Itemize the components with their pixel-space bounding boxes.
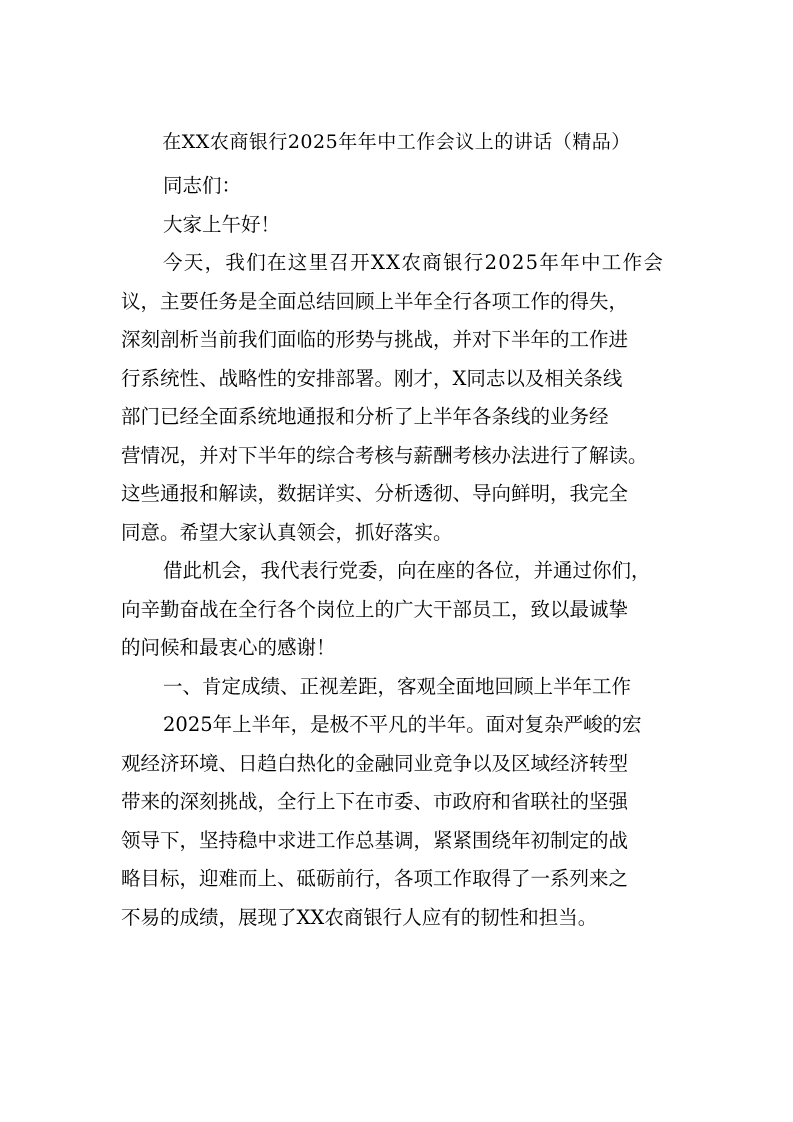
paragraph-line: 带来的深刻挑战，全行上下在市委、市政府和省联社的坚强: [121, 790, 629, 813]
greeting: 大家上午好！: [163, 212, 281, 236]
paragraph-line: 议，主要任务是全面总结回顾上半年全行各项工作的得失，: [121, 289, 629, 313]
paragraph-line: 向辛勤奋战在全行各个岗位上的广大干部员工，致以最诚挚: [121, 597, 629, 621]
paragraph-line: 营情况，并对下半年的综合考核与薪酬考核办法进行了解读。: [121, 443, 648, 467]
paragraph-line: 的问候和最衷心的感谢！: [121, 636, 336, 659]
paragraph-line: 观经济环境、日趋白热化的金融同业竞争以及区域经济转型: [121, 751, 629, 775]
paragraph-line: 借此机会，我代表行党委，向在座的各位，并通过你们，: [163, 559, 651, 582]
paragraph-line: 这些通报和解读，数据详实、分析透彻、导向鲜明，我完全: [121, 482, 629, 505]
paragraph-line: 行系统性、战略性的安排部署。刚才，X同志以及相关条线: [121, 366, 623, 390]
paragraph-line: 同意。希望大家认真领会，抓好落实。: [121, 520, 453, 544]
paragraph-line: 领导下，坚持稳中求进工作总基调，紧紧围绕年初制定的战: [121, 828, 629, 852]
paragraph-line: 部门已经全面系统地通报和分析了上半年各条线的业务经: [121, 405, 609, 428]
salutation: 同志们：: [163, 174, 242, 197]
paragraph-line: 2025年上半年，是极不平凡的半年。面对复杂严峻的宏: [163, 713, 642, 736]
paragraph-line: 今天，我们在这里召开XX农商银行2025年年中工作会: [163, 251, 665, 274]
paragraph-line: 深刻剖析当前我们面临的形势与挑战，并对下半年的工作进: [121, 328, 629, 351]
paragraph-line: 略目标，迎难而上、砥砺前行，各项工作取得了一系列来之: [121, 867, 629, 890]
document-title: 在XX农商银行2025年年中工作会议上的讲话（精品）: [162, 131, 631, 153]
section-heading: 一、肯定成绩、正视差距，客观全面地回顾上半年工作: [163, 674, 632, 698]
document-body: [121, 167, 689, 937]
paragraph-line: 不易的成绩，展现了XX农商银行人应有的韧性和担当。: [121, 905, 598, 929]
